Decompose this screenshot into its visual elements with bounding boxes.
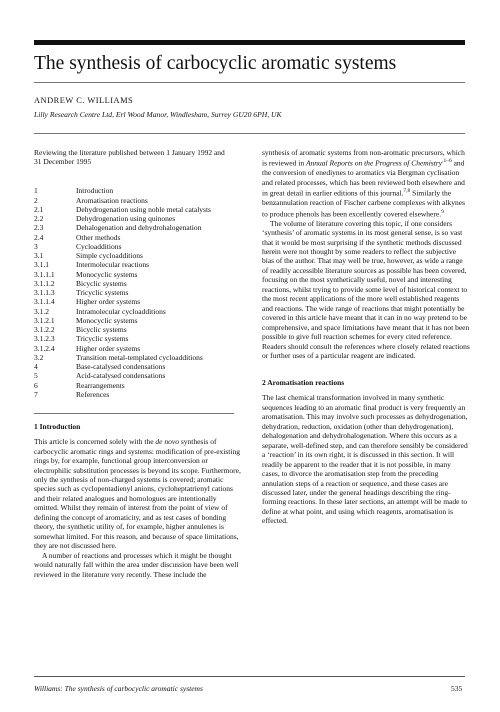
table-of-contents: [34, 186, 242, 399]
toc-title: Other methods: [76, 232, 121, 242]
toc-title: References: [76, 389, 110, 399]
toc-title: Bicyclic systems: [76, 325, 127, 335]
toc-number: 3.1.1.4: [34, 297, 55, 307]
author-affiliation: Lilly Research Centre Ltd, Erl Wood Manor, Windlesham, Surrey GU20 6PH, UK: [34, 110, 282, 119]
toc-title: Monocyclic systems: [76, 315, 138, 325]
toc-number: 2.2: [34, 214, 44, 224]
toc-number: 3.1.2.3: [34, 334, 55, 344]
header-rule: [34, 133, 465, 134]
toc-number: 6: [34, 380, 38, 390]
toc-number: 2.3: [34, 223, 44, 233]
review-period: Reviewing the literature published between 1 January 1992 and 31 December 1995: [34, 148, 225, 167]
toc-title: Aromatisation reactions: [76, 195, 148, 205]
toc-number: 3.1.2.1: [34, 315, 55, 325]
toc-number: 3: [34, 241, 38, 251]
toc-title: Dehydrogenation using noble metal catalysts: [76, 204, 211, 214]
toc-title: Tricyclic systems: [76, 288, 129, 298]
toc-row: [34, 186, 242, 195]
toc-title: Tricyclic systems: [76, 334, 129, 344]
toc-row: [34, 242, 242, 251]
toc-row: [34, 205, 242, 214]
toc-row: [34, 381, 242, 390]
toc-number: 2.4: [34, 232, 44, 242]
right-paragraph-2: The volume of literature covering this topic, if one considers ‘synthesis’ of aromatic systems in its most general sense, is so vast that it would be most surprising if the synthetic methods discussed herein were not thought by some readers to reflect the subjective bias of the author. That may well be true, however, as wide a range of readily accessible literature sources as possible has been covered, focusing on the most synthetically useful, novel and interesting reactions, whilst trying to provide some level of historical context to the most recent applications of the more well established reagents and reactions. The wide range of reactions that might potentially be covered in this article have meant that it can in no way pretend to be comprehensive, and space limitations have meant that it has not been possible to give full reaction schemes for every cited reference. Readers should consult the references where closely related reactions or further uses of a particular reagent are indicated.: [262, 218, 470, 361]
intro-heading: 1 Introduction: [34, 422, 81, 432]
toc-number: 4: [34, 362, 38, 372]
article-title: The synthesis of carbocyclic aromatic systems: [34, 53, 397, 74]
toc-number: 3.1.2.4: [34, 343, 55, 353]
toc-title: Cycloadditions: [76, 241, 122, 251]
toc-title: Transition metal-templated cycloadditions: [76, 352, 203, 362]
toc-number: 3.1.2.2: [34, 325, 55, 335]
title-rule: [34, 82, 465, 83]
toc-row: [34, 316, 242, 325]
toc-number: 2: [34, 195, 38, 205]
toc-row: [34, 279, 242, 288]
aromatisation-paragraph: The last chemical transformation involved in many synthetic sequences leading to an aromatic final product is very frequently an aromatisation. This may involve such processes as dehydrogenation, dehydration, reduction, oxidation (other than dehydrogenation), dehalogenation and dehydrohalogenation. Where this occurs as a separate, well-defined step, and can therefore sensibly be considered a ‘reaction’ in its own right, it is discussed in this section. It will readily be apparent to the reader that it is not possible, in many cases, to divorce the aromatisation step from the preceding annulation steps of a reaction or sequence, and these cases are discussed later, under the general headings describing the ring-forming reactions. In these later sections, an attempt will be made to define at what point, and using which reagents, aromatisation is effected.: [262, 393, 468, 526]
title-top-bar: [34, 40, 465, 45]
toc-row: [34, 325, 242, 334]
toc-number: 3.1.1: [34, 260, 49, 270]
toc-row: [34, 260, 242, 269]
toc-number: 3.1: [34, 251, 44, 261]
footer-rule: [34, 676, 465, 677]
toc-row: [34, 362, 242, 371]
toc-title: Intermolecular reactions: [76, 260, 150, 270]
toc-title: Monocyclic systems: [76, 269, 138, 279]
author-name: ANDREW C. WILLIAMS: [34, 96, 134, 105]
toc-row: [34, 334, 242, 343]
toc-row: [34, 288, 242, 297]
intro-paragraph-1: This article is concerned solely with the de novo synthesis of carbocyclic aromatic rings and systems: modification of pre-existing rings by, for example, functional group interconversion or electrophilic substitution processes is beyond its scope. Furthermore, only the synthesis of non-charged systems is covered; aromatic species such as cyclopentadienyl anions, cycloheptatrienyl cations and their related analogues and homologues are intentionally omitted. Whilst they remain of interest from the point of view of defining the concept of aromaticity, and as test cases of bonding theory, the synthetic utility of, for example, higher annulenes is somewhat limited. For this reason, and because of space limitations, they are not discussed here.: [34, 437, 241, 551]
toc-number: 2.1: [34, 204, 44, 214]
toc-title: Simple cycloadditions: [76, 251, 143, 261]
toc-row: [34, 251, 242, 260]
toc-number: 3.1.1.2: [34, 278, 55, 288]
running-title: Williams: The synthesis of carbocyclic aromatic systems: [34, 684, 203, 693]
toc-rule: [34, 413, 234, 414]
right-column: [262, 148, 470, 526]
toc-title: Rearrangements: [76, 380, 125, 390]
toc-row: [34, 390, 242, 399]
toc-row: [34, 297, 242, 306]
toc-title: Base-catalysed condensations: [76, 362, 166, 372]
left-column: [34, 148, 242, 579]
toc-row: [34, 344, 242, 353]
toc-title: Bicyclic systems: [76, 278, 127, 288]
toc-number: 3.1.1.1: [34, 269, 55, 279]
toc-title: Higher order systems: [76, 343, 141, 353]
toc-row: [34, 196, 242, 205]
toc-number: 3.1.2: [34, 306, 49, 316]
toc-row: [34, 371, 242, 380]
toc-title: Dehydrogenation using quinones: [76, 214, 176, 224]
toc-row: [34, 214, 242, 223]
toc-title: Dehalogenation and dehydrohalogenation: [76, 223, 202, 233]
intro-paragraph-2: A number of reactions and processes which it might be thought would naturally fall within the area under discussion have been well reviewed in the literature very recently. These include the: [34, 550, 239, 579]
toc-row: [34, 307, 242, 316]
toc-title: Acid-catalysed condensations: [76, 371, 166, 381]
toc-row: [34, 223, 242, 232]
toc-row: [34, 353, 242, 362]
toc-number: 5: [34, 371, 38, 381]
toc-title: Introduction: [76, 186, 114, 196]
toc-row: [34, 270, 242, 279]
toc-number: 1: [34, 186, 38, 196]
toc-title: Intramolecular cycloadditions: [76, 306, 166, 316]
toc-row: [34, 233, 242, 242]
toc-number: 3.2: [34, 352, 44, 362]
toc-title: Higher order systems: [76, 297, 141, 307]
toc-number: 7: [34, 389, 38, 399]
aromatisation-heading: 2 Aromatisation reactions: [262, 378, 345, 388]
toc-number: 3.1.1.3: [34, 288, 55, 298]
right-paragraph-1: synthesis of aromatic systems from non-aromatic precursors, which is reviewed in Annual Reports on the Progress of Chemistry$^{,1-6}$ and the conversion of enediynes to aromatics via Bergman cyclisation and related processes, which has been reviewed both elsewhere and in great detail in earlier editions of this journal.$^{7,8}$ Similarly the benzannulation reaction of Fischer carbene complexes with alkynes to produce phenols has been excellently covered elsewhere.$^9$: [262, 148, 466, 219]
page-number: 535: [451, 684, 463, 693]
